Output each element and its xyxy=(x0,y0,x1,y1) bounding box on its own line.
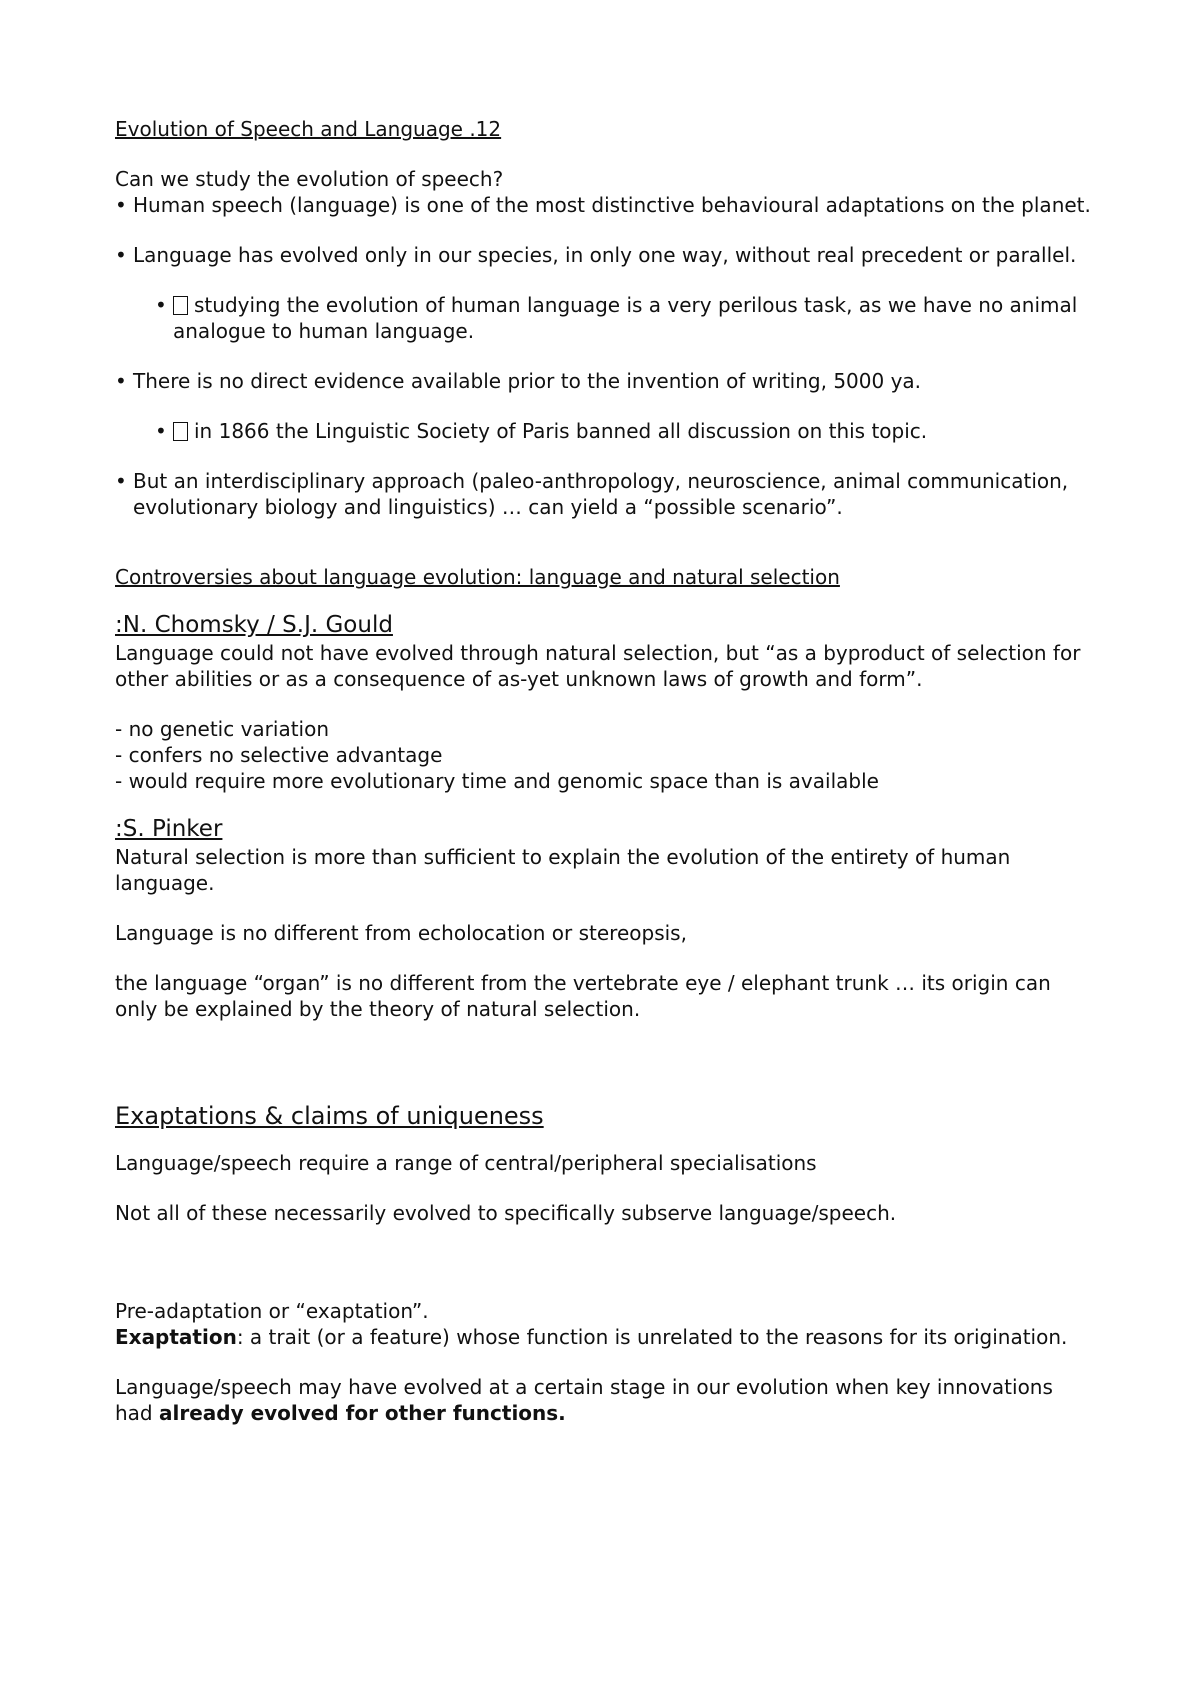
pinker-text: the language “organ” is no different from the vertebrate eye / elephant trunk … its origin can only be explained by the theory of natural selection. xyxy=(115,971,1051,1021)
chomsky-gould-heading: :N. Chomsky / S.J. Gould xyxy=(115,612,393,638)
sub-bullet-text: in 1866 the Linguistic Society of Paris banned all discussion on this topic. xyxy=(194,419,928,443)
document-body xyxy=(115,116,1095,1426)
dash-item: - would require more evolutionary time and genomic space than is available xyxy=(115,769,879,793)
bullet-icon: • xyxy=(155,419,167,443)
bullet-item xyxy=(115,192,1095,218)
bullet-text: There is no direct evidence available prior to the invention of writing, 5000 ya. xyxy=(133,369,922,393)
pinker-heading: :S. Pinker xyxy=(115,816,223,842)
bullet-text: But an interdisciplinary approach (paleo-anthropology, neuroscience, animal communication, evolutionary biology and linguistics) … can yield a “possible scenario”. xyxy=(133,469,1069,519)
pinker-text: Natural selection is more than sufficient to explain the evolution of the entirety of human language. xyxy=(115,845,1011,895)
exaptations-paragraph: Language/speech require a range of central/peripheral specialisations xyxy=(115,1151,817,1175)
bullet-text: Human speech (language) is one of the most distinctive behavioural adaptations on the planet. xyxy=(133,193,1091,217)
sub-bullet-item xyxy=(115,292,1095,344)
exaptations-paragraph xyxy=(115,1374,1095,1426)
sub-bullet-text: studying the evolution of human language is a very perilous task, as we have no animal analogue to human language. xyxy=(173,293,1078,343)
bullet-item xyxy=(115,468,1095,520)
arrow-icon xyxy=(173,422,188,441)
dash-item: - confers no selective advantage xyxy=(115,743,443,767)
paragraph-text: Language/speech may have evolved at a certain stage in our evolution when key innovations had xyxy=(115,1375,1053,1425)
exaptation-definition xyxy=(115,1324,1095,1350)
bullet-item xyxy=(115,368,1095,394)
exaptations-paragraph: Pre-adaptation or “exaptation”. xyxy=(115,1299,429,1323)
bullet-icon: • xyxy=(115,243,127,267)
bullet-icon: • xyxy=(115,369,127,393)
bullet-icon: • xyxy=(115,193,127,217)
exaptations-paragraph: Not all of these necessarily evolved to specifically subserve language/speech. xyxy=(115,1201,897,1225)
pinker-text: Language is no different from echolocation or stereopsis, xyxy=(115,921,687,945)
dash-item: - no genetic variation xyxy=(115,717,330,741)
bullet-item xyxy=(115,242,1095,268)
definition-text: : a trait (or a feature) whose function is unrelated to the reasons for its origination. xyxy=(236,1325,1068,1349)
chomsky-text: Language could not have evolved through natural selection, but “as a byproduct of selection for other abilities or as a consequence of as-yet unknown laws of growth and form”. xyxy=(115,641,1081,691)
controversies-heading: Controversies about language evolution: language and natural selection xyxy=(115,565,840,589)
definition-term: Exaptation xyxy=(115,1325,237,1349)
emphasis-text: already evolved for other functions. xyxy=(158,1401,566,1425)
bullet-text: Language has evolved only in our species, in only one way, without real precedent or parallel. xyxy=(133,243,1077,267)
sub-bullet-item xyxy=(115,418,1095,444)
document-title: Evolution of Speech and Language .12 xyxy=(115,117,502,141)
exaptations-heading: Exaptations & claims of uniqueness xyxy=(115,1102,544,1130)
intro-question: Can we study the evolution of speech? xyxy=(115,167,504,191)
bullet-icon: • xyxy=(155,293,167,317)
bullet-icon: • xyxy=(115,469,127,493)
arrow-icon xyxy=(173,296,188,315)
